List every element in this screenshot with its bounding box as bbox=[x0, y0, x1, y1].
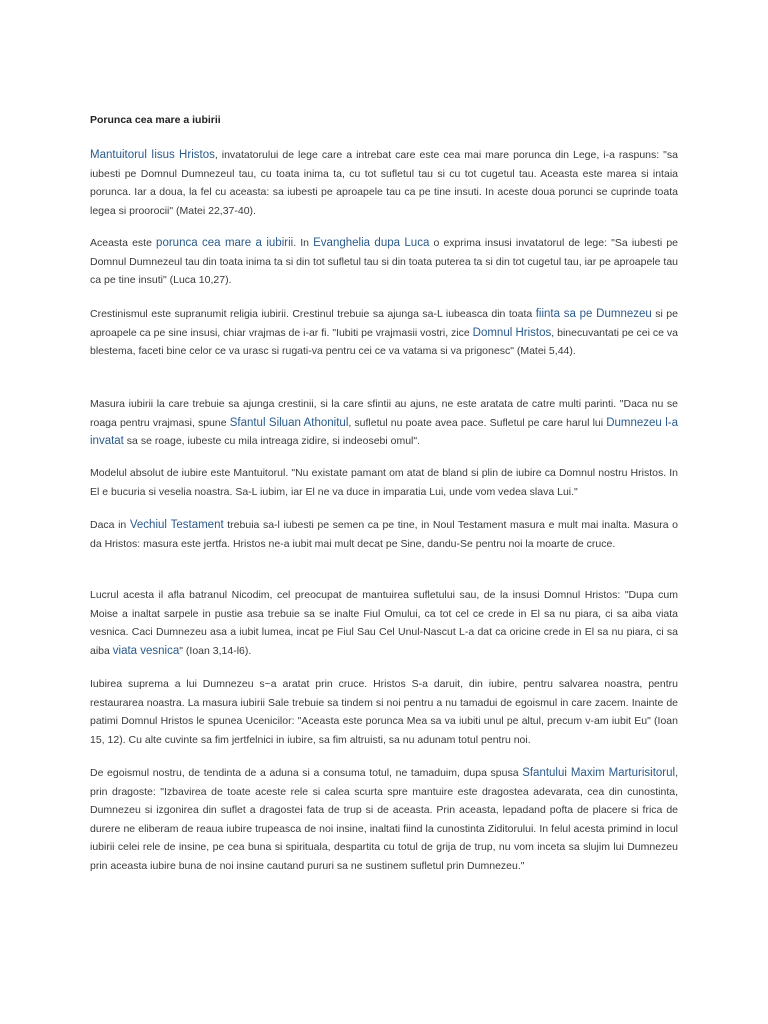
paragraph-text: , sufletul nu poate avea pace. Sufletul pe care harul lui bbox=[348, 416, 607, 429]
paragraph-1 bbox=[90, 146, 678, 220]
link-viata-vesnica[interactable]: viata vesnica bbox=[112, 644, 180, 657]
paragraph-2 bbox=[90, 234, 678, 290]
paragraph-text: De egoismul nostru, de tendinta de a aduna si a consuma totul, ne tamaduim, dupa spusa bbox=[90, 767, 523, 779]
paragraph-3 bbox=[90, 305, 678, 361]
paragraph-text: Masura iubirii la care trebuie sa ajunga crestinii, si la care sfintii au ajuns, ne este aratata de catre multi parinti. "Daca nu se roaga pentru vrajmasi, spune bbox=[90, 398, 678, 429]
paragraph-text: Iubirea suprema a lui Dumnezeu s~a aratat prin cruce. Hristos S-a daruit, din iubire, pentru salvarea noastra, pentru restaurarea noastra. La masura iubirii Sale trebuie sa tindem si noi pentru a nu tamadui de egoismul in care zacem. Inainte de patimi Domnul Hristos le spunea Ucenicilor: "Aceasta este porunca Mea sa va iubiti unul pe altul, precum v-am iubit Eu" (Ioan 15, 12). Cu alte cuvinte sa fim jertfelnici in iubire, sa fim altruisti, sa nu adunam totul pentru noi. bbox=[90, 678, 678, 746]
link-evanghelia-dupa-luca[interactable]: Evanghelia dupa Luca bbox=[313, 237, 430, 249]
link-porunca-cea-mare[interactable]: porunca cea mare a iubirii bbox=[156, 237, 294, 249]
link-vechiul-testament[interactable]: Vechiul Testament bbox=[129, 519, 224, 531]
link-mantuitorul-iisus-hristos[interactable]: Mantuitorul Iisus Hristos bbox=[90, 149, 215, 161]
paragraph-text: sa se roage, iubeste cu mila intreaga zidire, si indeosebi omul". bbox=[123, 435, 421, 447]
paragraph-text: o exprima insusi invatatorul de lege: "Sa iubesti pe Domnul Dumnezeul tau din toata inima ta si din tot sufletul tau si din toata puterea ta si din tot cugetul tau, iar pe aproapele tau ca pe tine insuti" (Luca 10,27). bbox=[90, 237, 678, 286]
article-title: Porunca cea mare a iubirii bbox=[90, 114, 221, 126]
link-sfantul-siluan-athonitul[interactable]: Sfantul Siluan Athonitul bbox=[229, 416, 349, 429]
paragraph-8 bbox=[90, 675, 678, 749]
paragraph-text: si pe aproapele ca pe sine insusi, chiar vrajmas de i-ar fi. "Iubiti pe vrajmasii vostri, zice bbox=[90, 308, 678, 339]
link-sfantului-maxim-marturisitorul[interactable]: Sfantului Maxim Marturisitorul bbox=[522, 767, 676, 779]
paragraph-text: Crestinismul este supranumit religia iubirii. Crestinul trebuie sa ajunga sa-L iubeasca din toata bbox=[90, 308, 536, 320]
paragraph-text: trebuia sa-l iubesti pe semen ca pe tine, in Noul Testament masura e mult mai inalta. Masura o da Hristos: masura este jertfa. Hristos ne-a iubit mai mult decat pe Sine, dandu-Se pentru noi la moarte de cruce. bbox=[90, 519, 678, 550]
paragraph-text: Aceasta este bbox=[90, 237, 157, 249]
paragraph-9 bbox=[90, 764, 678, 875]
paragraph-5 bbox=[90, 464, 678, 501]
paragraph-text: Modelul absolut de iubire este Mantuitorul. "Nu existate pamant om atat de bland si plin de iubire ca Domnul nostru Hristos. In El e bucuria si veselia noastra. Sa-L iubim, iar El ne va duce in imparatia Lui, unde vom vedea slava Lui." bbox=[90, 467, 678, 498]
paragraph-text: Lucrul acesta il afla batranul Nicodim, cel preocupat de mantuirea sufletului sau, de la insusi Domnul Hristos: "Dupa cum Moise a inaltat sarpele in pustie asa trebuie sa se inalte Fiul Omului, ca tot cel ce crede in El sa nu piara, ci sa aiba viata vesnica. Caci Dumnezeu asa a iubit lumea, incat pe Fiul Sau Cel Unul-Nascut L-a dat ca oricine crede in El sa nu piara, ci sa aiba bbox=[90, 589, 678, 657]
paragraph-text: , invatatorului de lege care a intrebat care este cea mai mare porunca din Lege, i-a raspuns: "sa iubesti pe Domnul Dumnezeul tau, cu toata inima ta, cu tot sufletul tau si cu tot cugetul tau. Aceasta este marea si intaia porunca. Iar a doua, la fel cu aceasta: sa iubesti pe aproapele tau ca pe tine insuti. In aceste doua porunci se cuprinde toata legea si proorocii" (Matei 22,37-40). bbox=[90, 149, 678, 217]
paragraph-text: , prin dragoste: "Izbavirea de toate aceste rele si calea scurta spre mantuire este dragostea adevarata, cea din cunostinta, Dumnezeu si izgonirea din suflet a dragostei fata de trup si de aceasta. Prin aceasta, lepadand pofta de placere si frica de durere ne eliberam de reaua iubire trupeasca de noi insine, inaltati fiind la cunostinta Ziditorului. In felul acesta primind in locul iubirii celei rele de insine, pe cea buna si spirituala, despartita cu totul de grija de trup, nu vom inceta sa slujim lui Dumnezeu prin aceasta iubire buna de noi insine cautand pururi sa ne sustinem sufletul prin Dumnezeu." bbox=[90, 767, 678, 872]
paragraph-text: , binecuvantati pe cei ce va blestema, faceti bine celor ce va urasc si rugati-va pentru cei ce va vatama si va prigonesc" (Matei 5,44). bbox=[90, 326, 679, 357]
paragraph-6 bbox=[90, 516, 678, 553]
link-domnul-hristos[interactable]: Domnul Hristos bbox=[472, 326, 552, 339]
link-fiinta-sa-pe-dumnezeu[interactable]: fiinta sa pe Dumnezeu bbox=[535, 308, 652, 320]
paragraph-4 bbox=[90, 395, 678, 451]
paragraph-7 bbox=[90, 586, 678, 660]
paragraph-text: Daca in bbox=[90, 519, 130, 531]
paragraph-text: . In bbox=[293, 237, 314, 249]
paragraph-text: " (Ioan 3,14-l6). bbox=[179, 644, 252, 657]
link-dumnezeu-l-a-invatat[interactable]: Dumnezeu l-a invatat bbox=[90, 416, 678, 447]
